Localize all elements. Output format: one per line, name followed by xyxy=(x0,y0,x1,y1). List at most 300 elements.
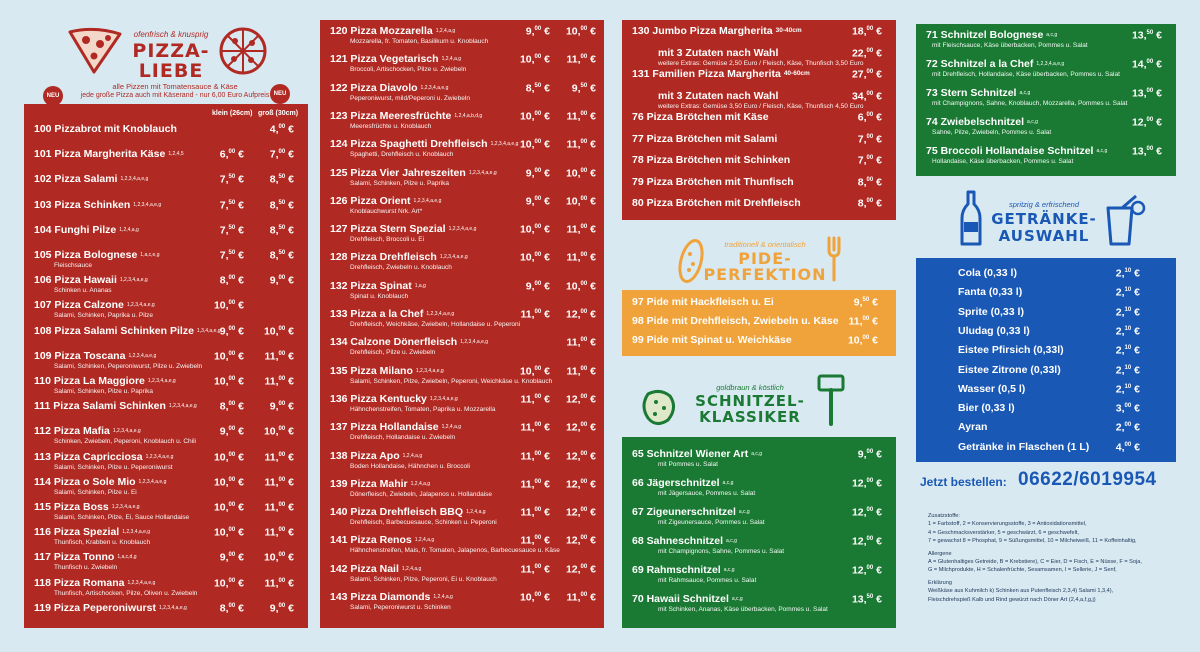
menu-item-title: 66 Jägerschnitzel xyxy=(632,477,720,489)
menu-item-name xyxy=(926,88,1030,99)
menu-item-name xyxy=(34,578,155,589)
price-small: 10,00 € xyxy=(213,577,244,590)
menu-item-description: Spinat u. Knoblauch xyxy=(350,292,409,300)
allergen-codes: 1,2,3,4,a,e,g xyxy=(127,579,156,586)
menu-item xyxy=(320,83,604,111)
menu-item-title: 132 Pizza Spinat xyxy=(330,279,412,292)
price-large: 12,00 € xyxy=(565,563,596,576)
allergen-codes: a,c,g xyxy=(726,538,737,544)
menu-item xyxy=(622,335,896,354)
menu-item-title: 113 Pizza Capricciosa xyxy=(34,450,143,463)
price-large: 10,00 € xyxy=(263,325,294,338)
col-header-large: groß (30cm) xyxy=(258,110,299,117)
price-small: 6,00 € xyxy=(219,148,244,161)
pide-title-line2: PERFEKTION xyxy=(703,265,827,284)
menu-item-name xyxy=(330,592,453,603)
price-large: 10,00 € xyxy=(565,195,596,208)
order-phone[interactable]: 06622/6019954 xyxy=(1018,469,1157,490)
menu-item-description: Schinken u. Ananas xyxy=(54,287,112,295)
allergen-codes: 1,2,3,4,a,e,g xyxy=(429,395,458,402)
menu-item xyxy=(622,449,896,478)
allergen-codes: 1,2,3,4,a,e,g xyxy=(168,403,197,410)
menu-item-title: 100 Pizzabrot mit Knoblauch xyxy=(34,123,177,135)
price: 7,00 € xyxy=(857,154,882,167)
menu-item xyxy=(24,376,308,401)
menu-item-name xyxy=(330,337,488,348)
price: 12,00 € xyxy=(851,506,882,519)
menu-item-name xyxy=(34,275,148,286)
menu-item xyxy=(320,224,604,252)
price-small: 8,50 € xyxy=(525,82,550,95)
price-small: 7,50 € xyxy=(219,173,244,186)
allergen-codes: a,c,g xyxy=(722,480,734,486)
allergen-codes: 1,2,3,4,a,e,g xyxy=(138,478,167,485)
menu-item-title: 69 Rahmschnitzel xyxy=(632,564,721,576)
menu-item-name xyxy=(958,365,1061,376)
menu-item-name xyxy=(330,111,482,122)
price-large: 12,00 € xyxy=(565,506,596,519)
price: 14,00 € xyxy=(1131,58,1162,71)
menu-item xyxy=(320,168,604,196)
menu-item-name xyxy=(330,196,441,207)
menu-item-title: 120 Pizza Mozzarella xyxy=(330,25,433,37)
footnote-line: G = Milchprodukte, H = Schalenfrüchte, Sesamsamen, I = Sellerie, J = Senf, xyxy=(928,567,1117,574)
menu-item-description: Hähnchenstreifen, Tomaten, Paprika u. Mozzarella xyxy=(350,405,496,413)
menu-item-title: Cola (0,33 l) xyxy=(958,267,1017,279)
allergen-codes: 1,2,4,5 xyxy=(168,151,184,158)
price-small: 11,00 € xyxy=(520,308,550,321)
price-large: 12,00 € xyxy=(565,450,596,462)
menu-item xyxy=(24,527,308,552)
price-large: 10,00 € xyxy=(263,551,294,564)
price: 2,10 € xyxy=(1115,364,1140,376)
menu-item xyxy=(622,565,896,594)
price-small: 10,00 € xyxy=(213,526,244,539)
drinks-panel xyxy=(916,258,1176,462)
menu-item xyxy=(622,69,896,91)
menu-item-name xyxy=(34,300,155,311)
menu-item-description: Thunfisch u. Zwiebeln xyxy=(54,564,118,572)
menu-item-title: 127 Pizza Stern Spezial xyxy=(330,223,446,236)
footnote-line: A = Glutenhaltiges Getreide, B = Krebstiere), C = Eier, D = Fisch, E = Nüsse, F = Soja, xyxy=(928,558,1142,565)
menu-item-description: Drehfleisch, Weichkäse, Zwiebeln, Hollandaise u. Peperoni xyxy=(350,321,521,328)
price-small: 10,00 € xyxy=(213,375,244,388)
price-small: 11,00 € xyxy=(520,506,550,519)
price-small: 11,00 € xyxy=(520,393,550,406)
price: 12,00 € xyxy=(851,535,882,548)
menu-item-name xyxy=(34,502,140,513)
menu-item-title: 130 Jumbo Pizza Margherita xyxy=(632,25,773,37)
price-small: 11,00 € xyxy=(520,450,550,462)
menu-item xyxy=(622,198,896,220)
menu-item-name xyxy=(34,603,187,614)
allergen-codes: 1,2,3,4,a,e,g xyxy=(490,141,519,148)
price-large: 11,00 € xyxy=(264,375,294,388)
price-small: 11,00 € xyxy=(520,534,550,547)
menu-item-title: 112 Pizza Mafia xyxy=(34,425,110,438)
menu-item-title: 104 Funghi Pilze xyxy=(34,223,117,236)
menu-item-name xyxy=(926,146,1107,157)
menu-item-title: 78 Pizza Brötchen mit Schinken xyxy=(632,154,791,166)
menu-item-name xyxy=(34,124,177,135)
price-small: 9,00 € xyxy=(525,195,550,208)
price-small: 10,00 € xyxy=(213,476,244,489)
new-badge-right: NEU xyxy=(270,84,290,104)
menu-item-name xyxy=(34,376,176,387)
menu-item-name xyxy=(330,394,458,405)
menu-item-description: mit Pommes u. Salat xyxy=(658,461,718,468)
allergen-codes: 1,2,4,a,g xyxy=(401,565,422,572)
menu-item-description: Hollandaise, Käse überbacken, Pommes u. Salat xyxy=(932,158,1074,165)
menu-item-name xyxy=(632,316,839,327)
allergen-codes: 1,2,3,4,a,e,g xyxy=(145,453,174,460)
schnitzel-tagline: goldbraun & köstlich xyxy=(716,383,784,392)
allergen-codes: a,c,g xyxy=(731,596,743,602)
price: 8,00 € xyxy=(857,197,882,210)
menu-item xyxy=(916,146,1176,175)
menu-item xyxy=(320,309,604,337)
menu-item-description: Mozzarella, fr. Tomaten, Basilikum u. Knoblauch xyxy=(350,38,489,45)
menu-item-title: 117 Pizza Tonno xyxy=(34,551,115,564)
menu-item xyxy=(916,88,1176,117)
menu-item-name xyxy=(632,449,762,460)
drinks-title-line2: AUSWAHL xyxy=(998,227,1090,245)
menu-item-name xyxy=(926,117,1038,128)
menu-item-description: Fleischsauce xyxy=(54,262,92,269)
menu-item xyxy=(24,250,308,275)
price-large: 11,00 € xyxy=(264,350,294,363)
schnitzel-title-line2: KLASSIKER xyxy=(699,408,801,426)
menu-item-name xyxy=(632,297,774,308)
menu-item xyxy=(622,297,896,316)
allergen-codes: 1,2,3,4,a,e,g xyxy=(460,339,489,346)
menu-item-title: 111 Pizza Salami Schinken xyxy=(34,400,166,413)
menu-item-description: Drehfleisch, Broccoli u. Ei xyxy=(350,236,425,244)
menu-item-name xyxy=(330,26,455,37)
pide-tagline: traditionell & orientalisch xyxy=(724,240,806,249)
menu-item-name xyxy=(330,479,430,490)
new-badge-left: NEU xyxy=(43,86,63,106)
price-small: 7,50 € xyxy=(219,199,244,212)
col-header-small: klein (26cm) xyxy=(212,110,253,117)
menu-item-title: 116 Pizza Spezial xyxy=(34,526,120,539)
menu-item-description: Salami, Schinken, Pilze u. Ei xyxy=(54,488,137,496)
pizza-size: 40-60cm xyxy=(783,70,810,77)
menu-item-description: Salami, Schinken, Pilze, Ei, Sauce Hollandaise xyxy=(54,514,190,521)
menu-item-title: 119 Pizza Peperoniwurst xyxy=(34,601,156,614)
allergen-codes: 1,2,3,4,a,e,g xyxy=(439,254,468,261)
menu-item xyxy=(320,252,604,280)
menu-item xyxy=(24,225,308,250)
menu-item xyxy=(320,535,604,563)
menu-item-name xyxy=(958,442,1089,453)
menu-item-title: 114 Pizza o Sole Mio xyxy=(34,475,136,488)
menu-item-title: 72 Schnitzel a la Chef xyxy=(926,58,1034,70)
menu-item-description: Spaghetti, Drehfleisch u. Knoblauch xyxy=(350,151,454,159)
menu-item-title: 70 Hawaii Schnitzel xyxy=(632,593,729,605)
menu-item xyxy=(916,59,1176,88)
price-large: 10,00 € xyxy=(565,167,596,179)
menu-item-description: Dönerfleisch, Zwiebeln, Jalapenos u. Hollandaise xyxy=(350,490,492,498)
menu-item xyxy=(24,351,308,376)
pizza-size: 30-40cm xyxy=(775,27,802,34)
menu-item xyxy=(622,48,896,70)
menu-item-name xyxy=(632,155,790,166)
price: 7,00 € xyxy=(857,133,882,145)
menu-item-name xyxy=(34,527,150,538)
allergen-codes: 1,2,3,4,a,e,g xyxy=(126,302,155,309)
price: 9,50 € xyxy=(853,296,878,309)
menu-item-description: Knoblauchwurst Nrk. Art* xyxy=(350,207,423,215)
glass-icon xyxy=(1102,194,1146,248)
allergen-codes: 1,2,4,a,g xyxy=(441,424,462,431)
menu-item-description: Salami, Schinken, Pilze u. Peperoniwurst xyxy=(54,463,173,471)
menu-item-title: 99 Pide mit Spinat u. Weichkäse xyxy=(632,334,792,346)
menu-item-title: Eistee Pfirsich (0,33l) xyxy=(958,344,1064,357)
price: 34,00 € xyxy=(851,90,882,102)
menu-item-name xyxy=(330,252,468,263)
menu-item-name xyxy=(34,225,139,236)
price: 4,00 € xyxy=(1115,441,1140,454)
price-small: 9,00 € xyxy=(219,425,244,438)
menu-item-name xyxy=(34,174,148,185)
allergen-codes: 1,2,4,a,g xyxy=(441,56,462,63)
menu-item-description: weitere Extras: Gemüse 2,50 Euro / Fleisch, Käse, Thunfisch 3,50 Euro xyxy=(658,59,864,67)
menu-item xyxy=(622,155,896,177)
menu-item-description: mit Drehfleisch, Hollandaise, Käse überbacken, Pommes u. Salat xyxy=(932,71,1120,78)
menu-item xyxy=(622,177,896,199)
menu-item-title: 118 Pizza Romana xyxy=(34,576,125,589)
price-large: 8,50 € xyxy=(269,173,294,186)
price-small: 10,00 € xyxy=(213,451,244,464)
menu-item-title: 77 Pizza Brötchen mit Salami xyxy=(632,132,778,145)
menu-item-description: Drehfleisch, Barbecuesauce, Schinken u. Peperoni xyxy=(350,519,497,527)
schnitzel-title-line1: SCHNITZEL- xyxy=(695,392,805,410)
allergen-codes: 1,2,3,4,a,e,g xyxy=(413,197,442,204)
pizza-panel-2 xyxy=(320,20,604,628)
menu-item-name xyxy=(330,54,461,65)
price: 6,00 € xyxy=(857,111,882,124)
menu-item-title: Bier (0,33 l) xyxy=(958,402,1015,415)
price: 11,00 € xyxy=(848,315,878,328)
menu-item-description: Meeresfrüchte u. Knoblauch xyxy=(350,122,432,130)
menu-item-title: Eistee Zitrone (0,33l) xyxy=(958,363,1061,376)
menu-item-title: 125 Pizza Vier Jahreszeiten xyxy=(330,166,466,179)
pizza-note-1: alle Pizzen mit Tomatensauce & Käse xyxy=(112,82,238,91)
menu-item-name xyxy=(632,112,769,123)
menu-item-description: mit Champignons, Sahne, Knoblauch, Mozzarella, Pommes u. Salat xyxy=(932,100,1128,107)
menu-item-description: Salami, Schinken, Pilze u. Paprika xyxy=(54,388,153,395)
pizza-title-line1: PIZZA- xyxy=(132,40,210,62)
price-large: 11,00 € xyxy=(264,501,294,514)
menu-item-description: Salami, Peperoniwurst u. Schinken xyxy=(350,604,451,611)
menu-item-name xyxy=(958,345,1064,356)
menu-item-description: Schinken, Zwiebeln, Peperoni, Knoblauch u. Chili xyxy=(54,438,197,446)
menu-item-name xyxy=(330,83,448,94)
menu-item-title: 124 Pizza Spaghetti Drehfleisch xyxy=(330,138,488,151)
menu-item-name xyxy=(958,384,1025,395)
price: 2,10 € xyxy=(1115,306,1140,319)
allergen-codes: a,c,g xyxy=(723,567,735,573)
menu-item xyxy=(320,422,604,450)
price: 27,00 € xyxy=(851,68,882,81)
menu-item-title: 107 Pizza Calzone xyxy=(34,299,124,312)
price-large: 8,50 € xyxy=(269,199,294,212)
menu-item-description: Salami, Schinken, Pilze u. Paprika xyxy=(350,179,449,187)
menu-item-name xyxy=(632,69,810,80)
allergen-codes: 1,2,3,4,a,e,g xyxy=(147,378,176,384)
price: 2,10 € xyxy=(1115,383,1140,396)
schnitzel-panel xyxy=(622,437,896,628)
footnote-title: Zusatzstoffe: xyxy=(928,513,960,519)
menu-item xyxy=(24,552,308,577)
menu-item xyxy=(622,507,896,536)
allergen-codes: 1,2,4,a,g xyxy=(119,226,139,233)
footnote-title: Allergene xyxy=(928,550,952,557)
allergen-codes: 1,2,4,a,g xyxy=(466,509,486,516)
menu-item-description: mit Schinken, Ananas, Käse überbacken, Pommes u. Salat xyxy=(658,606,828,613)
menu-item-title: Ayran xyxy=(958,421,988,434)
order-label: Jetzt bestellen: xyxy=(920,475,1007,489)
menu-item-description: mit Jägersauce, Pommes u. Salat xyxy=(658,490,756,497)
menu-item-title: 140 Pizza Drehfleisch BBQ xyxy=(330,506,464,519)
price-small: 9,00 € xyxy=(219,551,244,564)
menu-item xyxy=(916,403,1176,422)
menu-item-name xyxy=(958,268,1017,279)
menu-item-description: Drehfleisch, Zwiebeln u. Knoblauch xyxy=(350,264,452,272)
price-small: 10,00 € xyxy=(519,138,550,151)
menu-item xyxy=(320,111,604,139)
menu-item-name xyxy=(34,326,221,337)
menu-item-name xyxy=(34,351,156,362)
allergen-codes: 1,2,3,4,a,e,g xyxy=(128,352,157,359)
menu-item-name xyxy=(958,287,1022,298)
allergen-codes: 1,a,g xyxy=(414,282,426,289)
price: 22,00 € xyxy=(851,47,882,59)
menu-item-title: 98 Pide mit Drehfleisch, Zwiebeln u. Käse xyxy=(632,315,839,327)
menu-item-title: 76 Pizza Brötchen mit Käse xyxy=(632,111,769,123)
allergen-codes: 1,2,3,4,a,e,g xyxy=(468,169,497,176)
price: 3,00 € xyxy=(1115,402,1140,415)
menu-item-name xyxy=(632,335,792,346)
allergen-codes: a,c,g xyxy=(1096,148,1108,154)
menu-item-name xyxy=(632,134,777,145)
price-small: 10,00 € xyxy=(519,591,550,604)
menu-item-description: Salami, Schinken, Pilze, Zwiebeln, Peperoni, Weichkäse u. Knoblauch xyxy=(350,377,553,385)
menu-item xyxy=(622,134,896,156)
allergen-codes: 1,2,3,4,a,e,g xyxy=(158,604,187,611)
price-large: 11,00 € xyxy=(566,138,596,151)
price-large: 11,00 € xyxy=(566,365,596,378)
allergen-codes: a,c,g xyxy=(1027,119,1038,125)
menu-item-name xyxy=(34,477,166,488)
menu-item-name xyxy=(958,403,1015,414)
allergen-codes: 1,2,3,4,a,e,g xyxy=(119,277,148,284)
menu-item-description: mit Zigeunersauce, Pommes u. Salat xyxy=(658,519,765,526)
menu-item-title: 103 Pizza Schinken xyxy=(34,198,131,211)
price-large: 11,00 € xyxy=(566,223,596,236)
menu-item xyxy=(24,275,308,300)
allergen-codes: 1,2,4,a,g xyxy=(402,452,423,459)
price-small: 10,00 € xyxy=(519,110,550,123)
menu-item-title: 74 Zwiebelschnitzel xyxy=(926,116,1025,128)
menu-item-name xyxy=(632,507,750,518)
menu-item-name xyxy=(926,30,1057,41)
menu-item xyxy=(320,479,604,507)
allergen-codes: 1,a,c,e,g xyxy=(140,252,160,258)
price: 2,00 € xyxy=(1115,421,1140,434)
allergen-codes: 1,2,3,4,a,e,g xyxy=(415,367,444,374)
menu-item-name xyxy=(34,200,161,211)
menu-item-title: Wasser (0,5 l) xyxy=(958,382,1026,395)
menu-item xyxy=(24,300,308,325)
menu-item-title: 122 Pizza Diavolo xyxy=(330,81,418,94)
menu-item xyxy=(320,139,604,167)
allergen-codes: 1,2,3,4,a,e,g xyxy=(1036,61,1065,67)
menu-item xyxy=(622,536,896,565)
price-large: 12,00 € xyxy=(565,308,596,321)
menu-item-title: 133 Pizza a la Chef xyxy=(330,308,424,320)
menu-item-title: 101 Pizza Margherita Käse xyxy=(34,148,166,161)
menu-item-title: mit 3 Zutaten nach Wahl xyxy=(658,89,779,102)
menu-item-name xyxy=(330,281,426,292)
price: 12,00 € xyxy=(1131,116,1162,129)
menu-item-title: 126 Pizza Orient xyxy=(330,194,411,207)
menu-item-title: 105 Pizza Bolognese xyxy=(34,249,138,261)
menu-item-title: 67 Zigeunerschnitzel xyxy=(632,506,736,518)
menu-item-title: 134 Calzone Dönerfleisch xyxy=(330,336,458,349)
price: 2,10 € xyxy=(1115,325,1140,338)
pizza-tagline: ofenfrisch & knusprig xyxy=(133,30,209,39)
price-large: 11,00 € xyxy=(264,451,294,464)
price-large: 12,00 € xyxy=(565,478,596,491)
menu-item-title: Sprite (0,33 l) xyxy=(958,305,1024,318)
price-large: 4,00 € xyxy=(269,123,294,136)
menu-item xyxy=(24,477,308,502)
footnote-line: 1 = Farbstoff, 2 = Konservierungsstoffe, 3 = Antioxidationsmittel, xyxy=(928,521,1087,528)
menu-item-title: 102 Pizza Salami xyxy=(34,173,118,186)
allergen-codes: a,c,g xyxy=(751,451,763,457)
menu-item-description: mit Champignons, Sahne, Pommes u. Salat xyxy=(658,548,785,555)
price-small: 8,00 € xyxy=(219,274,244,287)
menu-item-title: 110 Pizza La Maggiore xyxy=(34,375,145,387)
allergen-codes: 1,2,4,a,g xyxy=(433,594,453,600)
pizza-panel-1 xyxy=(24,104,308,628)
price-small: 10,00 € xyxy=(213,501,244,514)
allergen-codes: 1,a,c,d,g xyxy=(117,554,137,561)
menu-item xyxy=(916,365,1176,384)
menu-item-name xyxy=(958,326,1030,337)
menu-item-name xyxy=(330,507,486,518)
menu-item-description: Drehfleisch, Pilze u. Zwiebeln xyxy=(350,349,436,357)
price: 10,00 € xyxy=(847,334,878,347)
drinks-tagline: spritzig & erfrischend xyxy=(1008,200,1080,209)
menu-item-title: 138 Pizza Apo xyxy=(330,449,400,462)
price-large: 11,00 € xyxy=(566,251,596,264)
menu-item-name xyxy=(632,536,737,547)
price: 9,00 € xyxy=(857,448,882,461)
allergen-codes: 1,2,3,4,a,e,g xyxy=(111,504,140,510)
menu-item-name xyxy=(330,139,518,150)
footnote-title: Erklärung xyxy=(928,579,952,586)
allergen-codes: 1,2,3,4,a,e,g xyxy=(133,201,162,208)
allergen-codes: 1,2,3,4,a,e,g xyxy=(120,176,149,183)
menu-item xyxy=(24,124,308,149)
menu-item xyxy=(320,592,604,620)
menu-item-name xyxy=(658,48,778,59)
footnote-line: Weißkäse aus Kuhmilch k) Schinken aus Putenfleisch 2,3,4) Salami 1,3,4), xyxy=(928,588,1114,595)
price-large: 12,00 € xyxy=(565,534,596,547)
